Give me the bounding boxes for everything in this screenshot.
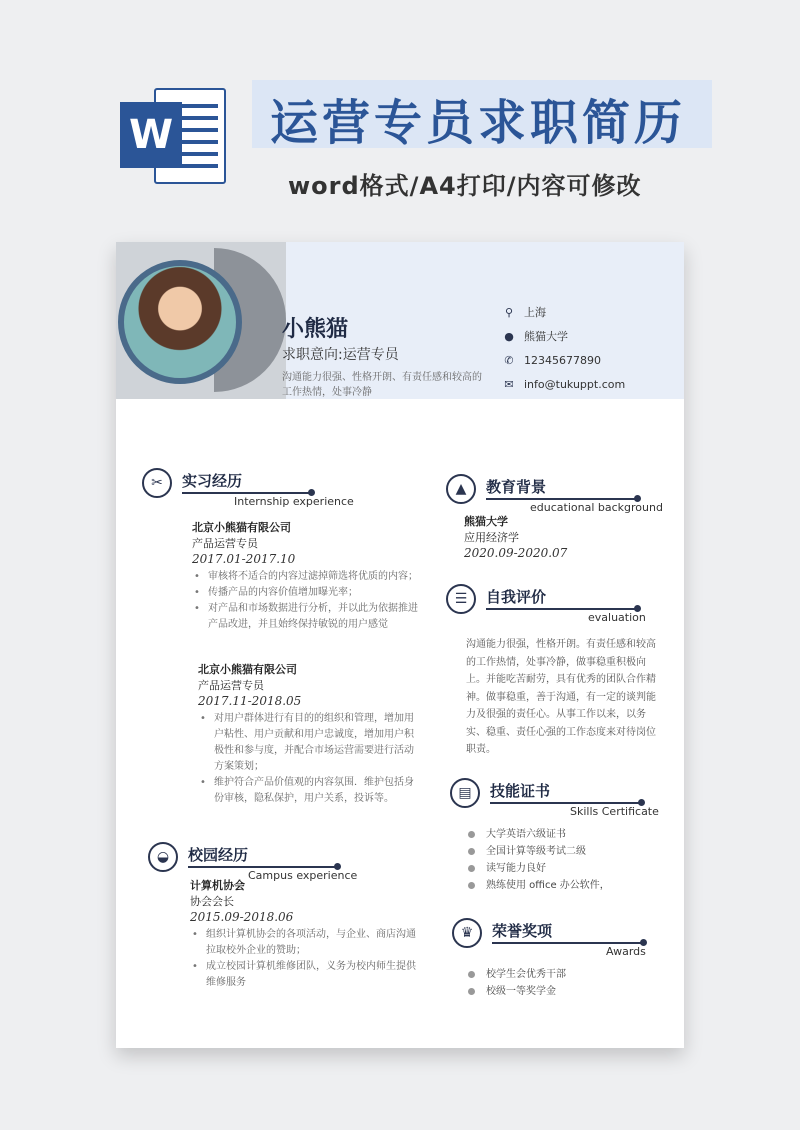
list-item: 校学生会优秀干部: [468, 966, 658, 983]
profile-summary: 沟通能力很强、性格开朗、有责任感和较高的工作热情，处事冷静: [282, 372, 482, 398]
page-title: 运营专员求职简历: [270, 95, 687, 151]
self-evaluation-text: 沟通能力很强，性格开朗。有责任感和较高的工作热情，处事冷静，做事稳重积极向上。并能吃苦耐劳，具有优秀的团队合作精神。做事稳重，善于沟通，有一定的谈判能力及很强的责任心。从事工作以来，以务实、稳重、责任心强的工作态度来对待岗位职责。: [466, 639, 656, 755]
section-subtitle: educational background: [530, 501, 663, 514]
tools-icon: ✂: [142, 468, 172, 498]
school-name: 熊猫大学: [464, 515, 508, 528]
section-title: 技能证书: [490, 782, 551, 800]
phone-icon: ✆: [504, 353, 514, 367]
skills-section-header: [450, 778, 660, 818]
list-item: • 成立校园计算机维修团队，义务为校内师生提供维修服务: [206, 959, 422, 991]
job-date: 2017.01-2017.10: [192, 552, 296, 566]
list-item: • 组织计算机协会的各项活动，与企业、商店沟通拉取校外企业的赞助；: [206, 927, 422, 959]
campus-duties: [190, 927, 422, 991]
list-item: 全国计算等级考试二级: [468, 843, 658, 860]
graduation-cap-icon: ▲: [446, 474, 476, 504]
word-logo-icon: [120, 88, 230, 184]
internship-job-2: [198, 662, 422, 807]
contact-phone: ✆ 12345677890: [502, 348, 625, 372]
list-item: • 审核将不适合的内容过滤掉筛选将优质的内容；: [208, 569, 422, 585]
job-role: 产品运营专员: [192, 537, 258, 550]
section-subtitle: Awards: [606, 945, 646, 958]
job-intent: 求职意向:运营专员: [282, 347, 399, 363]
job-role: 产品运营专员: [198, 679, 264, 692]
section-title: 实习经历: [182, 472, 243, 490]
certificate-icon: ▤: [450, 778, 480, 808]
list-item: 校级一等奖学金: [468, 983, 658, 1000]
job-duties: [192, 569, 422, 633]
person-icon: ●: [504, 329, 514, 343]
company-name: 北京小熊猫有限公司: [198, 663, 297, 676]
trophy-icon: ♛: [452, 918, 482, 948]
awards-list: [468, 966, 658, 1000]
awards-section-header: [452, 918, 660, 958]
contact-email: ✉ info@tukuppt.com: [502, 372, 625, 396]
org-date: 2015.09-2018.06: [190, 910, 294, 924]
list-item: • 传播产品的内容价值增加曝光率；: [208, 585, 422, 601]
section-subtitle: Internship experience: [234, 495, 354, 508]
internship-job-1: [192, 520, 422, 633]
section-subtitle: evaluation: [588, 611, 646, 624]
list-item: • 对用户群体进行有目的的组织和管理，增加用户粘性、用户贡献和用户忠诚度，增加用户积极性和参与度，并配合市场运营需要进行活动方案策划；: [214, 711, 422, 775]
org-name: 计算机协会: [190, 879, 245, 892]
job-date: 2017.11-2018.05: [198, 694, 302, 708]
education-detail: [464, 514, 654, 561]
org-role: 协会会长: [190, 895, 234, 908]
resume-card: [116, 242, 684, 1048]
section-title: 荣誉奖项: [492, 922, 553, 940]
avatar: [118, 260, 242, 384]
list-item: 读写能力良好: [468, 860, 658, 877]
skills-list: [468, 826, 658, 894]
section-title: 校园经历: [188, 846, 249, 864]
mail-icon: ✉: [504, 377, 514, 391]
contact-school: ● 熊猫大学: [502, 324, 625, 348]
campus-section-header: [148, 842, 358, 882]
word-badge: W: [120, 102, 182, 168]
location-icon: ⚲: [504, 305, 514, 319]
education-section-header: [446, 474, 663, 514]
contact-location: ⚲ 上海: [502, 300, 625, 324]
section-subtitle: Campus experience: [248, 869, 358, 882]
section-title: 自我评价: [486, 588, 547, 606]
list-item: • 对产品和市场数据进行分析，并以此为依据推进产品改进，并且始终保持敏锐的用户感觉: [208, 601, 422, 633]
resume-header: [116, 242, 684, 399]
major: 应用经济学: [464, 531, 519, 544]
contact-list: [502, 300, 625, 396]
company-name: 北京小熊猫有限公司: [192, 521, 291, 534]
internship-section-header: [142, 468, 354, 508]
evaluation-section-header: [446, 584, 660, 624]
graduation-icon: ◒: [148, 842, 178, 872]
list-item: • 维护符合产品价值观的内容氛围．维护包括身份审核，隐私保护，用户关系，投诉等。: [214, 775, 422, 807]
job-duties: [198, 711, 422, 807]
section-title: 教育背景: [486, 478, 547, 496]
campus-experience: [190, 878, 422, 991]
list-item: 大学英语六级证书: [468, 826, 658, 843]
section-subtitle: Skills Certificate: [570, 805, 659, 818]
candidate-name: 小熊猫: [282, 317, 349, 342]
page-subtitle: word格式/A4打印/内容可修改: [288, 172, 642, 200]
list-item: 熟练使用 office 办公软件，: [468, 877, 658, 894]
edu-date: 2020.09-2020.07: [464, 546, 568, 560]
chat-icon: ☰: [446, 584, 476, 614]
